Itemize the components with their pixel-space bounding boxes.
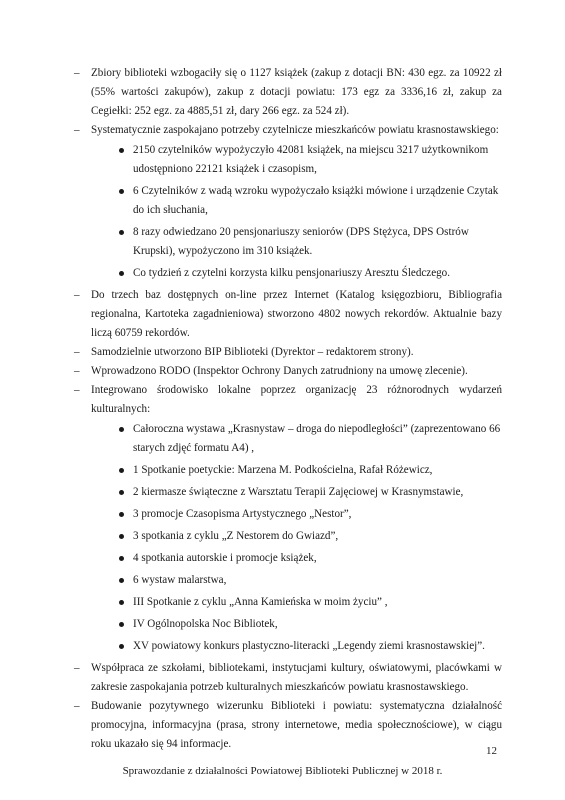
bullet-icon xyxy=(119,490,124,495)
list-item-promotion xyxy=(74,697,502,754)
bullet-icon xyxy=(119,189,124,194)
list-item-rodo xyxy=(74,362,502,381)
sub-item xyxy=(91,483,502,502)
bullet-icon xyxy=(119,534,124,539)
sub-item xyxy=(91,593,502,612)
sub-item-text: 8 razy odwiedzano 20 pensjonariuszy seniorów (DPS Stężyca, DPS Ostrów Krupski), wypożyczono im 310 książek. xyxy=(133,226,469,257)
sub-item-text: 6 Czytelników z wadą wzroku wypożyczało książki mówione i urządzenie Czytak do ich słuchania, xyxy=(133,185,499,216)
sub-item-text: 4 spotkania autorskie i promocje książek, xyxy=(133,552,317,564)
item-text: Wprowadzono RODO (Inspektor Ochrony Danych zatrudniony na umowę zlecenie). xyxy=(91,365,468,377)
item-text: Zbiory biblioteki wzbogaciły się o 1127 książek (zakup z dotacji BN: 430 egz. za 10922 zł (55% wartości zakupów), zakup z dotacji powiatu: 173 egz za 3336,16 zł, zakup za Cegiełki: 252 egz. za 4885,51 zł, dary 266 egz. za 524 zł). xyxy=(91,67,502,117)
sub-item-text: Co tydzień z czytelni korzysta kilku pensjonariuszy Aresztu Śledczego. xyxy=(133,267,451,279)
item-text: Do trzech baz dostępnych on-line przez Internet (Katalog księgozbioru, Bibliografia regionalna, Kartoteka zagadnieniowa) stworzono 4802 nowych rekordów. Aktualnie bazy liczą 60759 rekordów. xyxy=(91,289,502,339)
bullet-icon xyxy=(119,230,124,235)
list-item-cooperation xyxy=(74,659,502,697)
sub-item xyxy=(91,420,502,458)
item-text: Współpraca ze szkołami, bibliotekami, instytucjami kultury, oświatowymi, placówkami w zakresie zaspokajania potrzeb kulturalnych mieszkańców powiatu krasnostawskiego. xyxy=(91,662,502,693)
sub-item-text: III Spotkanie z cyklu „Anna Kamieńska w moim życiu” , xyxy=(133,596,388,608)
sub-item xyxy=(91,571,502,590)
sub-item xyxy=(91,264,502,283)
sub-item xyxy=(91,549,502,568)
achievements-list xyxy=(74,64,502,754)
dash-marker: – xyxy=(74,700,80,712)
item-text: Systematycznie zaspokajano potrzeby czytelnicze mieszkańców powiatu krasnostawskiego: xyxy=(91,124,499,136)
sub-item-text: 1 Spotkanie poetyckie: Marzena M. Podkościelna, Rafał Różewicz, xyxy=(133,464,433,476)
readers-sublist xyxy=(91,141,502,283)
dash-marker: – xyxy=(74,124,80,136)
sub-item xyxy=(91,182,502,220)
bullet-icon xyxy=(119,622,124,627)
list-item-collections xyxy=(74,64,502,121)
bullet-icon xyxy=(119,600,124,605)
bullet-icon xyxy=(119,556,124,561)
list-item-readers xyxy=(74,121,502,283)
dash-marker: – xyxy=(74,289,80,301)
item-text: Budowanie pozytywnego wizerunku Biblioteki i powiatu: systematyczna działalność promocyjna, informacyjna (prasa, strony internetowe, media społecznościowe), w ciągu roku ukazało się 94 informacje. xyxy=(91,700,502,750)
list-item-events xyxy=(74,381,502,656)
sub-item-text: IV Ogólnopolska Noc Bibliotek, xyxy=(133,618,278,630)
dash-marker: – xyxy=(74,384,80,396)
sub-item-text: 3 promocje Czasopisma Artystycznego „Nestor”, xyxy=(133,508,352,520)
bullet-icon xyxy=(119,148,124,153)
list-item-databases xyxy=(74,286,502,343)
item-text: Samodzielnie utworzono BIP Biblioteki (Dyrektor – redaktorem strony). xyxy=(91,346,414,358)
sub-item-text: XV powiatowy konkurs plastyczno-literacki „Legendy ziemi krasnostawskiej”. xyxy=(133,640,485,652)
sub-item-text: 2150 czytelników wypożyczyło 42081 książek, na miejscu 3217 użytkownikom udostępniono 22121 książek i czasopism, xyxy=(133,144,489,175)
bullet-icon xyxy=(119,427,124,432)
sub-item-text: 6 wystaw malarstwa, xyxy=(133,574,227,586)
item-text: Integrowano środowisko lokalne poprzez organizację 23 różnorodnych wydarzeń kulturalnych: xyxy=(91,384,502,415)
sub-item-text: 2 kiermasze świąteczne z Warsztatu Terapii Zajęciowej w Krasnymstawie, xyxy=(133,486,464,498)
sub-item xyxy=(91,527,502,546)
list-item-bip xyxy=(74,343,502,362)
sub-item xyxy=(91,615,502,634)
page-footer: Sprawozdanie z działalności Powiatowej Biblioteki Publicznej w 2018 r. xyxy=(122,765,443,777)
dash-marker: – xyxy=(74,662,80,674)
page-number: 12 xyxy=(486,745,497,757)
sub-item-text: Całoroczna wystawa „Krasnystaw – droga do niepodległości” (zaprezentowano 66 starych zdjęć formatu A4) , xyxy=(133,423,501,454)
report-body xyxy=(74,64,502,754)
bullet-icon xyxy=(119,468,124,473)
sub-item xyxy=(91,505,502,524)
sub-item-text: 3 spotkania z cyklu „Z Nestorem do Gwiazd”, xyxy=(133,530,339,542)
events-sublist xyxy=(91,420,502,656)
bullet-icon xyxy=(119,578,124,583)
sub-item xyxy=(91,461,502,480)
sub-item xyxy=(91,141,502,179)
bullet-icon xyxy=(119,512,124,517)
bullet-icon xyxy=(119,271,124,276)
sub-item xyxy=(91,223,502,261)
bullet-icon xyxy=(119,644,124,649)
dash-marker: – xyxy=(74,67,80,79)
sub-item xyxy=(91,637,502,656)
dash-marker: – xyxy=(74,346,80,358)
dash-marker: – xyxy=(74,365,80,377)
